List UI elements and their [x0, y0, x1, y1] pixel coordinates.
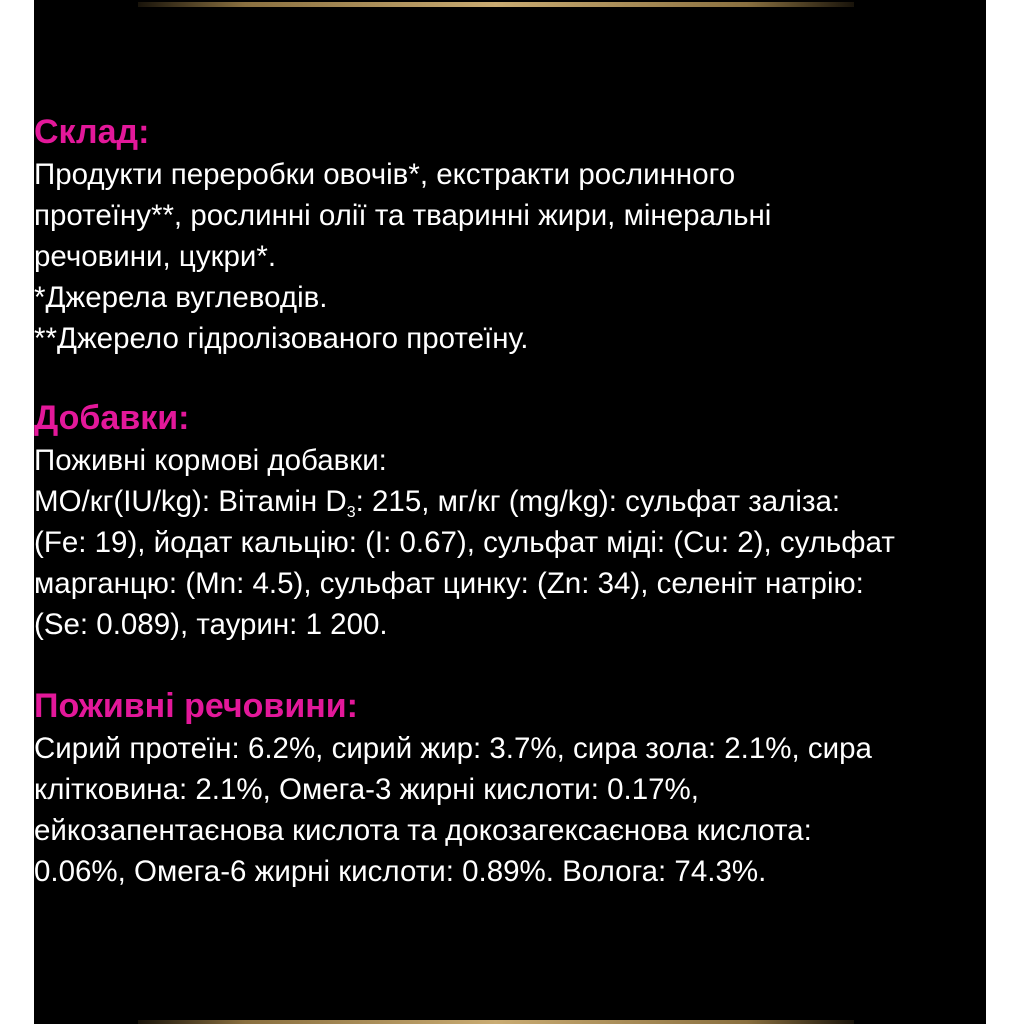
nutrients-section	[34, 684, 986, 892]
additives-heading: Добавки:	[34, 399, 190, 437]
composition-line: Продукти переробки овочів*, екстракти рослинного	[34, 158, 736, 191]
composition-footnote: **Джерело гідролізованого протеїну.	[34, 322, 529, 355]
additives-section	[34, 396, 986, 645]
additives-line: марганцю: (Mn: 4.5), сульфат цинку: (Zn: 34), селеніт натрію:	[34, 567, 864, 600]
additives-line: (Fe: 19), йодат кальцію: (I: 0.67), сульфат міді: (Cu: 2), сульфат	[34, 526, 895, 559]
composition-line: речовини, цукри*.	[34, 240, 277, 273]
additives-line: (Se: 0.089), таурин: 1 200.	[34, 608, 388, 641]
vitamin-text: МО/кг(IU/kg): Вітамін D	[34, 485, 347, 518]
composition-line: протеїну**, рослинні олії та тваринні жири, мінеральні	[34, 199, 772, 232]
nutrients-heading: Поживні речовини:	[34, 687, 358, 725]
label-panel	[34, 0, 986, 1024]
composition-footnote: *Джерела вуглеводів.	[34, 281, 328, 314]
additives-line	[34, 481, 986, 522]
nutrients-line: 0.06%, Омега-6 жирні кислоти: 0.89%. Волога: 74.3%.	[34, 855, 767, 888]
bottom-gold-divider	[138, 1020, 854, 1024]
composition-heading: Склад:	[34, 113, 150, 151]
vitamin-text-rest: : 215, мг/кг (mg/kg): сульфат заліза:	[355, 485, 841, 518]
nutrients-line: ейкозапентаєнова кислота та докозагексаєнова кислота:	[34, 814, 812, 847]
nutrients-line: Сирий протеїн: 6.2%, сирий жир: 3.7%, сира зола: 2.1%, сира	[34, 732, 872, 765]
label-content	[34, 110, 986, 927]
composition-section	[34, 110, 986, 359]
nutrients-line: клітковина: 2.1%, Омега-3 жирні кислоти: 0.17%,	[34, 773, 699, 806]
top-gold-divider	[138, 2, 854, 7]
vitamin-subscript: 3	[346, 504, 356, 521]
additives-line: Поживні кормові добавки:	[34, 444, 387, 477]
